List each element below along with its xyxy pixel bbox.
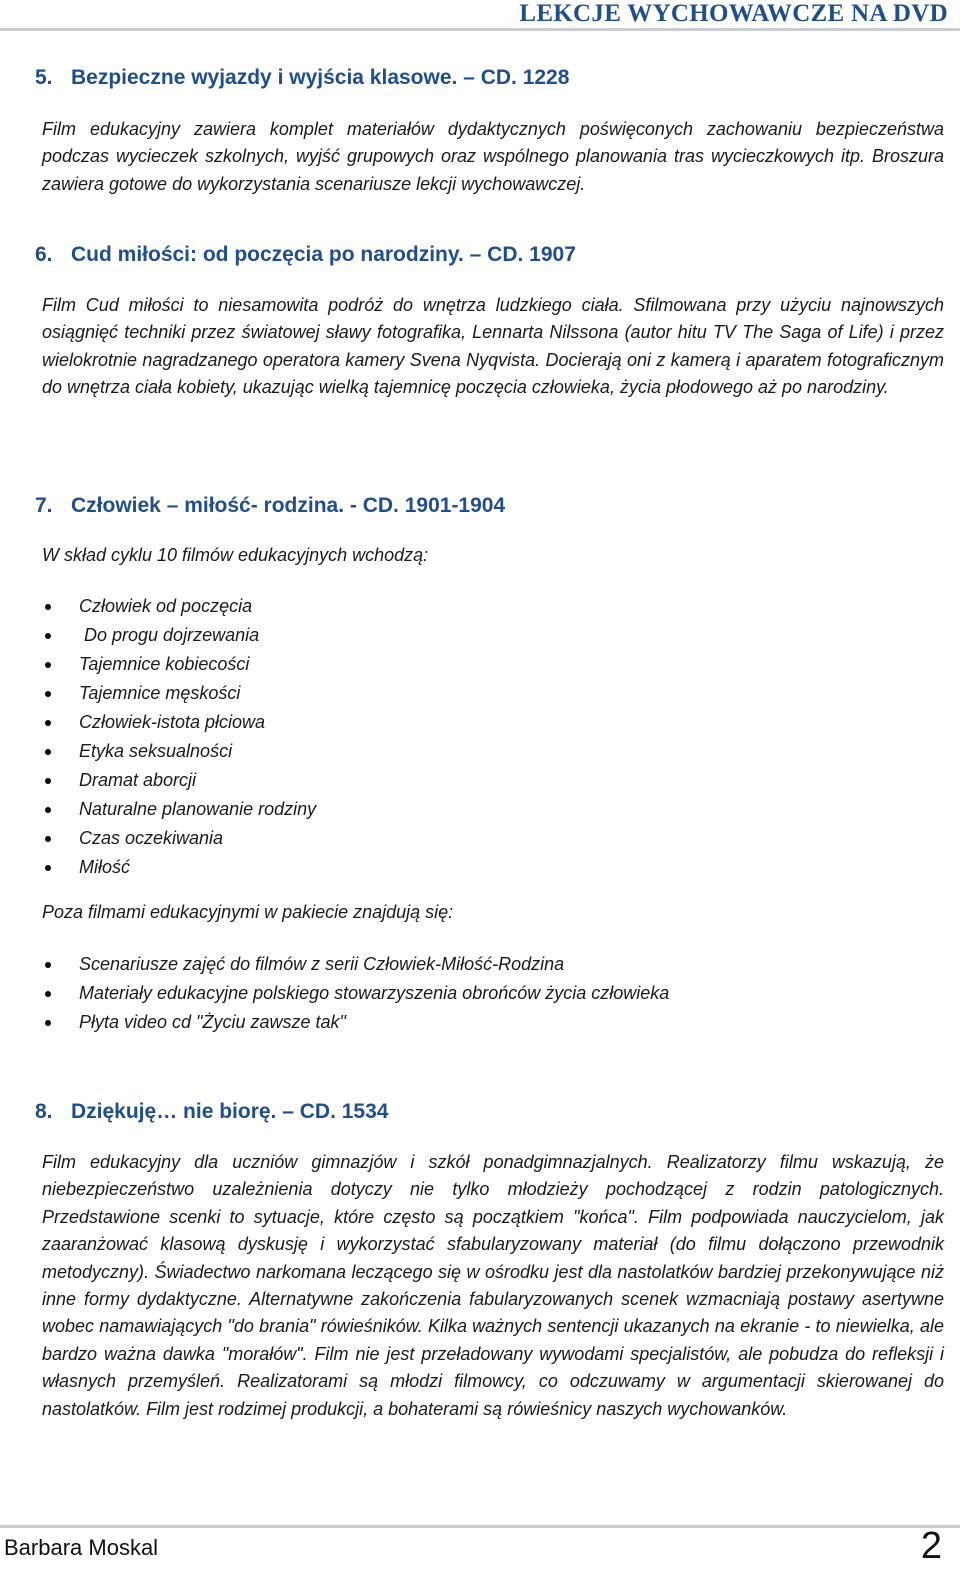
section-7-intro: W skład cyklu 10 filmów edukacyjnych wchodzą: [42, 545, 429, 565]
list-item: Naturalne planowanie rodziny [42, 795, 316, 824]
header-divider [0, 28, 960, 31]
section-5-heading [35, 66, 569, 90]
section-7-intro-2: Poza filmami edukacyjnymi w pakiecie znajdują się: [42, 902, 454, 922]
section-number: 5. [35, 66, 53, 89]
section-title: Cud miłości: od poczęcia po narodziny. – CD. 1907 [71, 243, 576, 266]
list-item: Scenariusze zajęć do filmów z serii Człowiek-Miłość-Rodzina [42, 950, 669, 979]
list-item: Tajemnice kobiecości [42, 650, 316, 679]
footer-divider [0, 1525, 960, 1528]
page-header-title: LEKCJE WYCHOWAWCZE NA DVD [519, 0, 948, 27]
section-7-heading [35, 494, 505, 518]
list-item: Czas oczekiwania [42, 824, 316, 853]
list-item: Do progu dojrzewania [42, 621, 316, 650]
section-title: Człowiek – miłość- rodzina. - CD. 1901-1904 [71, 494, 506, 517]
list-item: Dramat aborcji [42, 766, 316, 795]
section-number: 6. [35, 243, 53, 266]
film-list [42, 592, 316, 882]
list-item: Miłość [42, 853, 316, 882]
section-6-paragraph: Film Cud miłości to niesamowita podróż do wnętrza ludzkiego ciała. Sfilmowana przy użyciu najnowszych osiągnięć techniki przez światowej sławy fotografika, Lennarta Nilssona (autor hitu TV The Saga of Life) i przez wielokrotnie nagradzanego operatora kamery Svena Nyqvista. Docierają oni z kamerą i aparatem fotograficznym do wnętrza ciała kobiety, ukazując wielką tajemnicę poczęcia człowieka, życia płodowego aż po narodziny. [42, 295, 944, 398]
footer-author: Barbara Moskal [4, 1535, 159, 1560]
list-item: Etyka seksualności [42, 737, 316, 766]
list-item: Człowiek od poczęcia [42, 592, 316, 621]
section-8-paragraph: Film edukacyjny dla uczniów gimnazjów i szkół ponadgimnazjalnych. Realizatorzy filmu wskazują, że niebezpieczeństwo uzależnienia dotyczy nie tylko młodzieży pochodzącej z rodzin patologicznych. Przedstawione scenki to sytuacje, które często są początkiem "końca". Film podpowiada nauczycielom, jak zaaranżować klasową dyskusję i wykorzystać sfabularyzowany materiał (do filmu dołączono przewodnik metodyczny). Świadectwo narkomana leczącego się w ośrodku jest dla nastolatków bardziej przekonywujące niż inne formy dydaktyczne. Alternatywne zakończenia fabularyzowanych scenek wzmacniają postawy asertywne wobec namawiających "do brania" rówieśników. Kilka ważnych sentencji ukazanych na ekranie - to niewielka, ale bardzo ważna dawka "morałów". Film nie jest przeładowany wywodami specjalistów, ale pobudza do refleksji i własnych przemyśleń. Realizatorami są młodzi filmowcy, co odczuwamy w argumentacji skierowanej do nastolatków. Film jest rodzimej produkcji, a bohaterami są rówieśnicy naszych wychowanków. [42, 1152, 944, 1419]
list-item: Tajemnice męskości [42, 679, 316, 708]
page-number: 2 [920, 1525, 942, 1567]
section-6-heading [35, 243, 576, 267]
list-item: Materiały edukacyjne polskiego stowarzyszenia obrońców życia człowieka [42, 979, 669, 1008]
extras-list [42, 950, 669, 1037]
section-5-paragraph: Film edukacyjny zawiera komplet materiałów dydaktycznych poświęconych zachowaniu bezpieczeństwa podczas wycieczek szkolnych, wyjść grupowych oraz wspólnego planowania tras wycieczkowych itp. Broszura zawiera gotowe do wykorzystania scenariusze lekcji wychowawczej. [42, 119, 944, 194]
list-item: Płyta video cd "Życiu zawsze tak" [42, 1008, 669, 1037]
section-title: Bezpieczne wyjazdy i wyjścia klasowe. – CD. 1228 [71, 66, 570, 89]
list-item: Człowiek-istota płciowa [42, 708, 316, 737]
section-title: Dziękuję… nie biorę. – CD. 1534 [71, 1100, 389, 1123]
section-8-heading [35, 1100, 388, 1124]
section-number: 8. [35, 1100, 53, 1123]
section-number: 7. [35, 494, 53, 517]
